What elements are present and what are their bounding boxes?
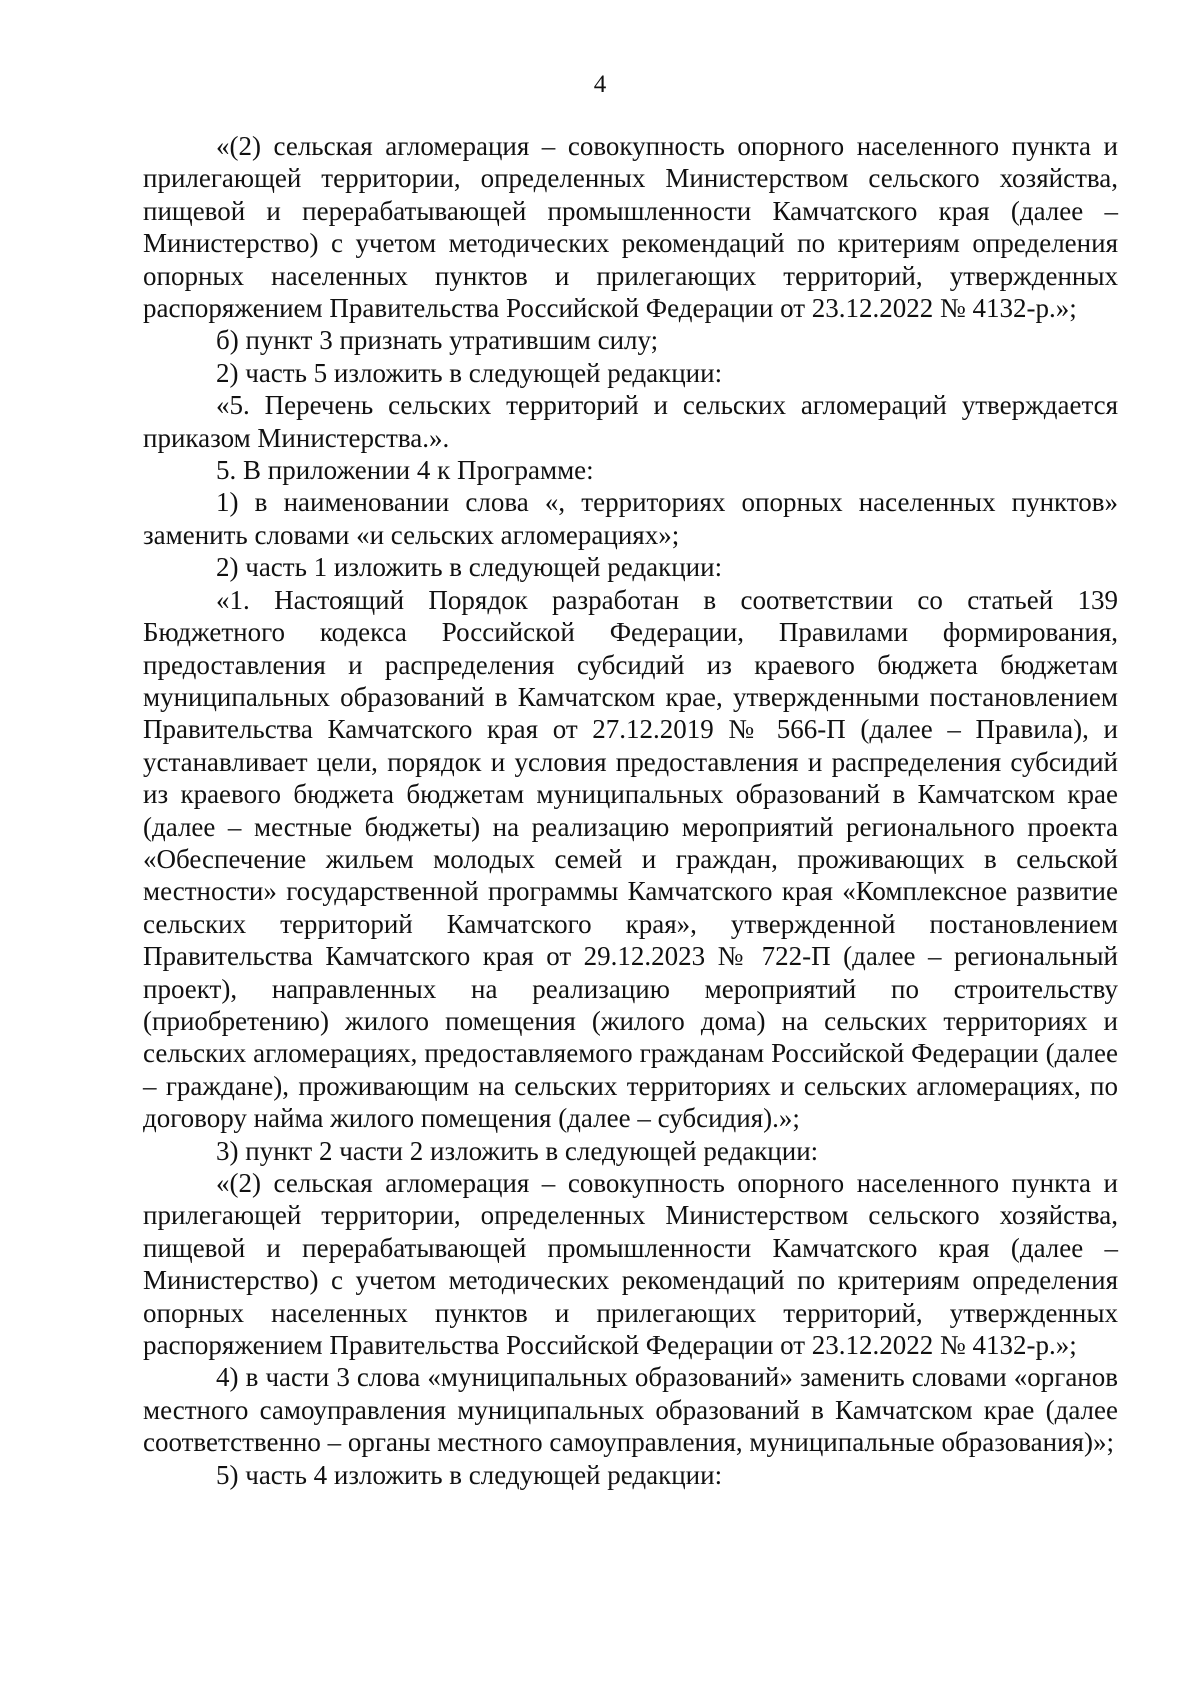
paragraph-part-2-amendment: 3) пункт 2 части 2 изложить в следующей редакции: [216, 1135, 819, 1166]
paragraph-appendix-4-heading: 5. В приложении 4 к Программе: [216, 455, 594, 486]
document-body [143, 130, 1118, 1491]
paragraph-part-1-text: «1. Настоящий Порядок разработан в соответствии со статьей 139 Бюджетного кодекса Российской Федерации, Правилами формирования, предоставления и распределения субсидий из краевого бюджета бюджетам муниципальных образований в Камчатском крае, утвержденными постановлением Правительства Камчатского края от 27.12.2019 № 566-П (далее – Правила), и устанавливает цели, порядок и условия предоставления и распределения субсидий из краевого бюджета бюджетам муниципальных образований в Камчатском крае (далее – местные бюджеты) на реализацию мероприятий регионального проекта «Обеспечение жильем молодых семей и граждан, проживающих в сельской местности» государственной программы Камчатского края «Комплексное развитие сельских территорий Камчатского края», утвержденной постановлением Правительства Камчатского края от 29.12.2023 № 722-П (далее – региональный проект), направленных на реализацию мероприятий по строительству (приобретению) жилого помещения (жилого дома) на сельских территориях и сельских агломерациях, предоставляемого гражданам Российской Федерации (далее – граждане), проживающим на сельских территориях и сельских агломерациях, по договору найма жилого помещения (далее – субсидия).»; [143, 584, 1118, 1134]
page-number: 4 [593, 71, 607, 98]
paragraph-item-3-repealed: б) пункт 3 признать утратившим силу; [216, 325, 659, 356]
paragraph-part-5-amendment: 2) часть 5 изложить в следующей редакции: [216, 357, 723, 388]
paragraph-agglomeration-definition-1: «(2) сельская агломерация – совокупность опорного населенного пункта и прилегающей территории, определенных Министерством сельского хозяйства, пищевой и перерабатывающей промышленности Камчатского края (далее – Министерство) с учетом методических рекомендаций по критериям определения опорных населенных пунктов и прилегающих территорий, утвержденных распоряжением Правительства Российской Федерации от 23.12.2022 № 4132-р.»; [143, 131, 1118, 324]
paragraph-part-5-text: «5. Перечень сельских территорий и сельских агломераций утверждается приказом Министерства.». [143, 390, 1118, 453]
paragraph-title-amendment: 1) в наименовании слова «, территориях опорных населенных пунктов» заменить словами «и сельских агломерациях»; [143, 487, 1118, 550]
paragraph-part-3-amendment: 4) в части 3 слова «муниципальных образований» заменить словами «органов местного самоуправления муниципальных образований в Камчатском крае (далее соответственно – органы местного самоуправления, муниципальные образования)»; [143, 1362, 1118, 1458]
paragraph-part-4-amendment: 5) часть 4 изложить в следующей редакции: [216, 1459, 723, 1490]
paragraph-part-1-amendment: 2) часть 1 изложить в следующей редакции: [216, 552, 723, 583]
paragraph-agglomeration-definition-2: «(2) сельская агломерация – совокупность опорного населенного пункта и прилегающей территории, определенных Министерством сельского хозяйства, пищевой и перерабатывающей промышленности Камчатского края (далее – Министерство) с учетом методических рекомендаций по критериям определения опорных населенных пунктов и прилегающих территорий, утвержденных распоряжением Правительства Российской Федерации от 23.12.2022 № 4132-р.»; [143, 1168, 1118, 1361]
